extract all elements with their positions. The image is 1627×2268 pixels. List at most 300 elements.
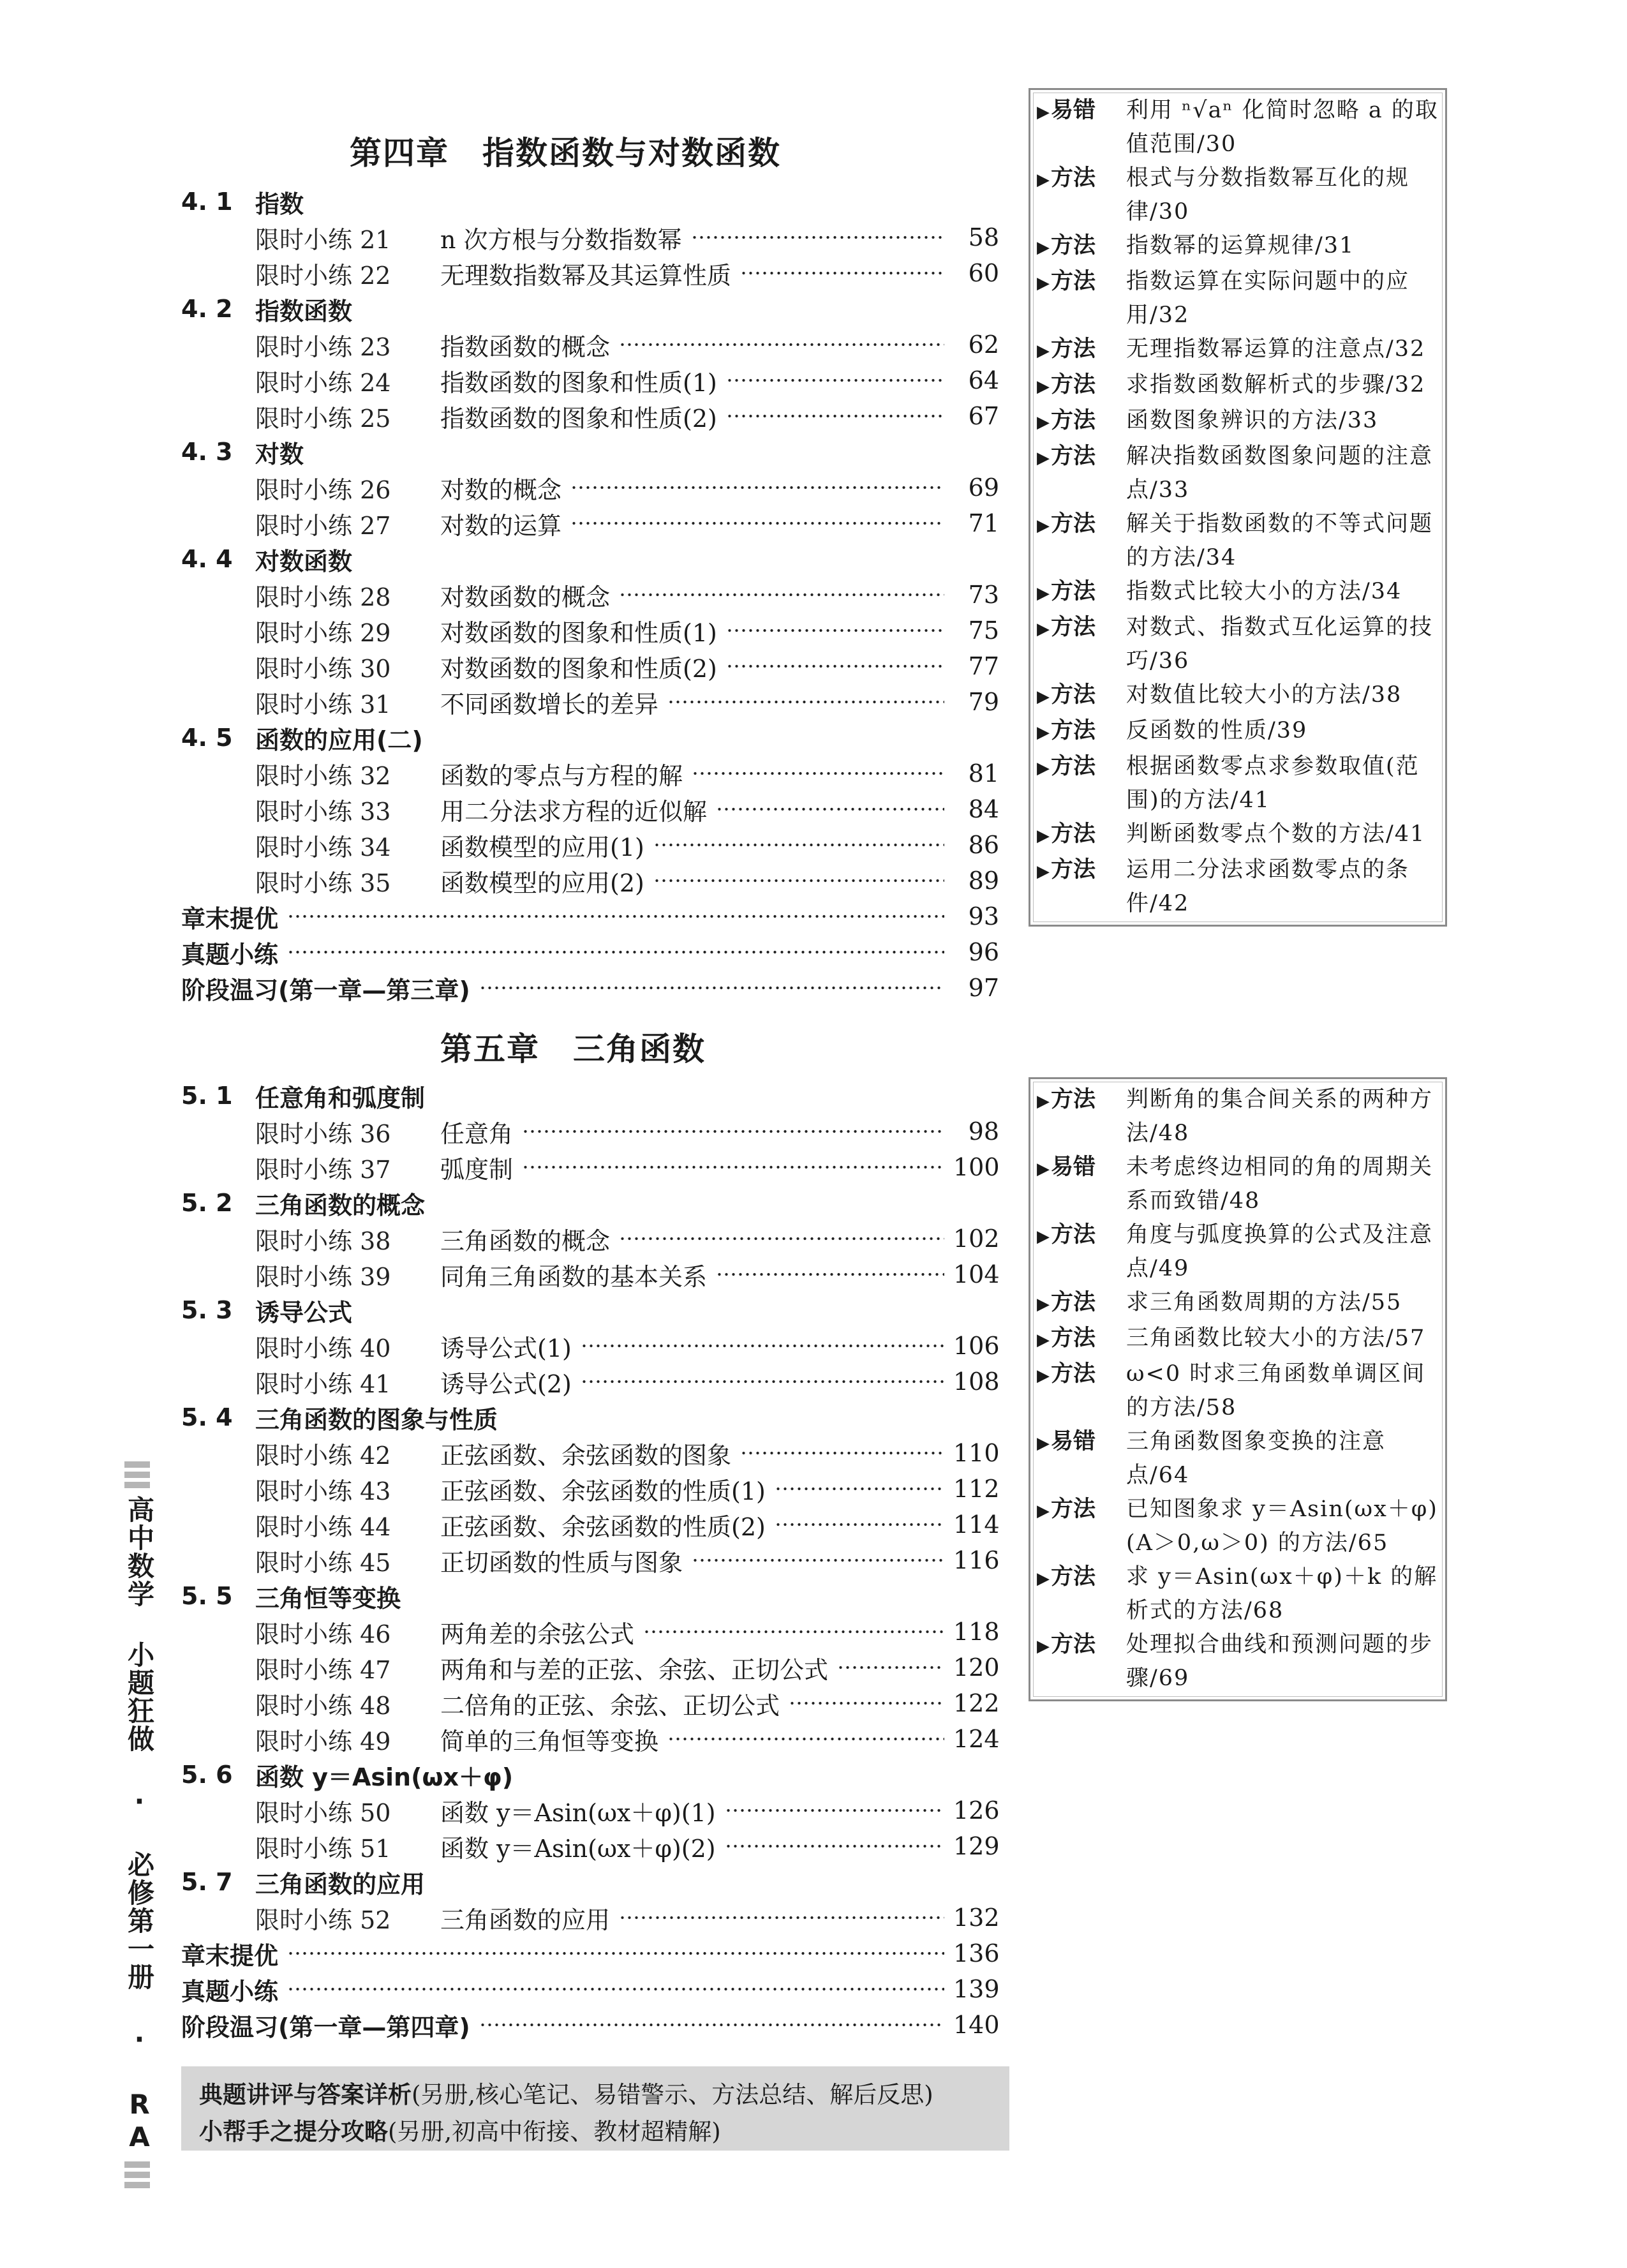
page-number: 102 (953, 1225, 1000, 1253)
tip-tag-label: 方法 (1051, 1290, 1096, 1315)
leader-dots (691, 235, 944, 239)
leader-dots (287, 1987, 944, 1991)
lesson-label: 限时小练 26 (255, 475, 391, 504)
leader-dots (619, 593, 944, 597)
page-number: 114 (953, 1511, 1000, 1539)
tip-item (1037, 853, 1439, 921)
tip-tag (1037, 575, 1126, 611)
section-number: 4. 3 (181, 438, 233, 466)
page-number: 118 (953, 1618, 1000, 1646)
supplement-2-note: (另册,初高中衔接、教材超精解) (388, 2118, 721, 2145)
leader-dots (789, 1701, 944, 1705)
lesson-title: 函数的零点与方程的解 (440, 761, 683, 790)
page-number: 77 (968, 652, 999, 680)
lesson-title: 二倍角的正弦、余弦、正切公式 (440, 1691, 780, 1720)
toc-top-row[interactable] (181, 1971, 999, 2007)
lesson-label: 限时小练 40 (255, 1334, 391, 1362)
tip-text: 未考虑终边相同的角的周期关系而致错/48 (1126, 1154, 1434, 1214)
page-number: 58 (968, 223, 999, 251)
chapter5-title: 第五章 三角函数 (440, 1031, 706, 1068)
tip-text: 解关于指数函数的不等式问题的方法/34 (1126, 511, 1434, 571)
page-number: 86 (968, 831, 999, 859)
toc-top-row[interactable] (181, 934, 999, 970)
toc-top-row[interactable] (181, 1936, 999, 1971)
triangle-icon: ▶ (1037, 103, 1050, 122)
tip-text: 对数式、指数式互化运算的技巧/36 (1126, 615, 1434, 674)
tip-tag (1037, 1493, 1126, 1560)
tip-tag (1037, 678, 1126, 714)
tip-item (1037, 714, 1439, 750)
triangle-icon: ▶ (1037, 1092, 1050, 1111)
leader-dots (692, 772, 944, 775)
leader-dots (716, 807, 944, 811)
toc-top-row[interactable] (181, 899, 999, 934)
triangle-icon: ▶ (1037, 1569, 1050, 1588)
section-title: 三角函数的图象与性质 (255, 1405, 498, 1434)
top-entry-title: 阶段温习(第一章—第三章) (181, 976, 470, 1004)
tip-text: 三角函数比较大小的方法/57 (1126, 1325, 1426, 1351)
toc-lesson-row[interactable] (181, 1364, 999, 1399)
lesson-title: 对数函数的图象和性质(1) (440, 618, 717, 647)
page-number: 97 (968, 974, 999, 1002)
lesson-label: 限时小练 21 (255, 225, 391, 254)
tip-item (1037, 611, 1439, 678)
tip-text: ω<0 时求三角函数单调区间的方法/58 (1126, 1361, 1426, 1421)
section-title: 诱导公式 (255, 1298, 353, 1327)
triangle-icon: ▶ (1037, 170, 1050, 190)
toc-lesson-row[interactable] (181, 1257, 999, 1292)
tip-item (1037, 1286, 1439, 1322)
triangle-icon: ▶ (1037, 1502, 1050, 1521)
page-number: 106 (953, 1332, 1000, 1360)
lesson-label: 限时小练 22 (255, 261, 391, 290)
tip-tag-label: 方法 (1051, 682, 1096, 708)
tip-item (1037, 440, 1439, 507)
tip-text: 根式与分数指数幂互化的规律/30 (1126, 165, 1410, 225)
tip-tag (1037, 853, 1126, 921)
leader-dots (775, 1487, 944, 1491)
tip-tag (1037, 750, 1126, 817)
lesson-title: 指数函数的图象和性质(2) (440, 404, 717, 433)
leader-dots (570, 521, 944, 525)
tip-tag (1037, 714, 1126, 750)
toc-section-row (181, 1399, 999, 1435)
leader-dots (287, 914, 944, 918)
leader-dots (726, 414, 944, 418)
tip-tag (1037, 265, 1126, 332)
lesson-title: 两角和与差的正弦、余弦、正切公式 (440, 1655, 829, 1684)
page-number: 129 (953, 1832, 1000, 1860)
leader-dots (725, 1809, 944, 1812)
toc-top-row[interactable] (181, 970, 999, 1006)
toc-lesson-row[interactable] (181, 863, 999, 899)
leader-dots (287, 1951, 944, 1955)
page-number: 104 (953, 1260, 1000, 1288)
page-number: 110 (953, 1439, 1000, 1467)
page-number: 73 (968, 581, 999, 609)
lesson-title: 任意角 (440, 1119, 514, 1148)
lesson-title: 函数 y＝Asin(ωx＋φ)(2) (440, 1834, 716, 1863)
toc-lesson-row[interactable] (181, 648, 999, 684)
lesson-title: 诱导公式(1) (440, 1334, 572, 1362)
lesson-title: 不同函数增长的差异 (440, 690, 659, 719)
spine-bars-bottom (120, 2161, 154, 2188)
tip-tag-label: 方法 (1051, 821, 1096, 847)
lesson-label: 限时小练 37 (255, 1155, 391, 1184)
lesson-label: 限时小练 48 (255, 1691, 391, 1720)
toc-section-row (181, 1185, 999, 1221)
toc-lesson-row[interactable] (181, 220, 999, 255)
toc-lesson-row[interactable] (181, 756, 999, 791)
tip-tag-label: 方法 (1051, 336, 1096, 362)
toc-lesson-row[interactable] (181, 1221, 999, 1257)
toc-lesson-row[interactable] (181, 1507, 999, 1542)
lesson-label: 限时小练 43 (255, 1477, 391, 1505)
toc-lesson-row[interactable] (181, 1542, 999, 1578)
toc-lesson-row[interactable] (181, 362, 999, 398)
tip-tag-label: 方法 (1051, 1361, 1096, 1387)
toc-lesson-row[interactable] (181, 1149, 999, 1185)
tip-item (1037, 678, 1439, 714)
tip-tag (1037, 1628, 1126, 1696)
tip-text: 无理指数幂运算的注意点/32 (1126, 336, 1426, 362)
tip-tag (1037, 1425, 1126, 1493)
lesson-title: 对数函数的图象和性质(2) (440, 654, 717, 683)
tip-item (1037, 575, 1439, 611)
toc-section-row (181, 1578, 999, 1614)
page-number: 62 (968, 331, 999, 359)
lesson-label: 限时小练 32 (255, 761, 391, 790)
lesson-title: 正切函数的性质与图象 (440, 1548, 683, 1577)
lesson-title: 正弦函数、余弦函数的性质(2) (440, 1512, 766, 1541)
tip-item (1037, 817, 1439, 853)
tip-tag-label: 方法 (1051, 579, 1096, 604)
tip-tag (1037, 404, 1126, 440)
leader-dots (726, 664, 944, 668)
toc-lesson-row[interactable] (181, 1114, 999, 1149)
triangle-icon: ▶ (1037, 377, 1050, 396)
lesson-title: 诱导公式(2) (440, 1369, 572, 1398)
triangle-icon: ▶ (1037, 723, 1050, 742)
tip-tag (1037, 1357, 1126, 1425)
leader-dots (775, 1523, 944, 1526)
tip-tag-label: 易错 (1051, 1429, 1096, 1454)
page-number: 140 (953, 2011, 1000, 2039)
page-number: 67 (968, 402, 999, 430)
tip-tag (1037, 507, 1126, 575)
lesson-label: 限时小练 46 (255, 1620, 391, 1648)
triangle-icon: ▶ (1037, 1366, 1050, 1385)
toc-lesson-row[interactable] (181, 1828, 999, 1864)
supplement-box (181, 2066, 1009, 2151)
chapter4-title: 第四章 指数函数与对数函数 (350, 135, 781, 172)
tip-item (1037, 1151, 1439, 1218)
toc-section-row (181, 541, 999, 577)
tip-item (1037, 1083, 1439, 1151)
lesson-label: 限时小练 41 (255, 1369, 391, 1398)
lesson-label: 限时小练 25 (255, 404, 391, 433)
tip-tag (1037, 440, 1126, 507)
toc-lesson-row[interactable] (181, 1650, 999, 1685)
toc-lesson-row[interactable] (181, 577, 999, 613)
triangle-icon: ▶ (1037, 1637, 1050, 1656)
lesson-title: n 次方根与分数指数幂 (440, 225, 682, 254)
section-title: 函数 y＝Asin(ωx＋φ) (255, 1763, 514, 1791)
page-number: 96 (968, 938, 999, 966)
tip-text: 利用 ⁿ√aⁿ 化简时忽略 a 的取值范围/30 (1126, 98, 1439, 157)
section-number: 4. 4 (181, 545, 233, 573)
toc-section-row (181, 291, 999, 327)
toc-section-row (181, 1078, 999, 1114)
tip-tag-label: 易错 (1051, 1154, 1096, 1180)
supplement-line-1 (199, 2075, 933, 2110)
leader-dots (653, 879, 944, 883)
leader-dots (479, 986, 944, 990)
page-number: 69 (968, 474, 999, 502)
triangle-icon: ▶ (1037, 1160, 1050, 1179)
page-number: 116 (953, 1546, 1000, 1574)
triangle-icon: ▶ (1037, 584, 1050, 603)
tip-tag-label: 方法 (1051, 444, 1096, 469)
lesson-title: 函数模型的应用(2) (440, 869, 644, 897)
tip-item (1037, 507, 1439, 575)
lesson-label: 限时小练 38 (255, 1227, 391, 1255)
toc-section-row (181, 184, 999, 220)
toc-lesson-row[interactable] (181, 470, 999, 505)
lesson-title: 正弦函数、余弦函数的性质(1) (440, 1477, 766, 1505)
lesson-label: 限时小练 39 (255, 1262, 391, 1291)
toc-lesson-row[interactable] (181, 684, 999, 720)
tip-text: 对数值比较大小的方法/38 (1126, 682, 1402, 708)
leader-dots (619, 343, 944, 347)
tip-tag (1037, 611, 1126, 678)
lesson-label: 限时小练 28 (255, 583, 391, 611)
book-spine (120, 1461, 154, 2188)
tips-box-chapter4 (1029, 88, 1447, 927)
tip-item (1037, 161, 1439, 229)
section-title: 指数函数 (255, 297, 353, 325)
tip-text: 求 y＝Asin(ωx＋φ)＋k 的解析式的方法/68 (1126, 1564, 1438, 1623)
section-number: 5. 1 (181, 1082, 233, 1110)
page-number: 139 (953, 1975, 1000, 2003)
toc-lesson-row[interactable] (181, 1328, 999, 1364)
toc-lesson-row[interactable] (181, 1793, 999, 1828)
lesson-title: 函数 y＝Asin(ωx＋φ)(1) (440, 1798, 716, 1827)
top-entry-title: 真题小练 (181, 1977, 279, 2006)
page-number: 136 (953, 1939, 1000, 1967)
section-number: 5. 2 (181, 1189, 233, 1217)
tip-tag (1037, 1083, 1126, 1151)
leader-dots (643, 1630, 944, 1634)
triangle-icon: ▶ (1037, 1295, 1050, 1314)
tip-text: 指数幂的运算规律/31 (1126, 233, 1355, 258)
lesson-title: 正弦函数、余弦函数的图象 (440, 1441, 732, 1470)
toc-lesson-row[interactable] (181, 255, 999, 291)
lesson-label: 限时小练 24 (255, 368, 391, 397)
tip-tag-label: 方法 (1051, 1496, 1096, 1522)
section-title: 对数函数 (255, 547, 353, 576)
tip-tag-label: 方法 (1051, 1325, 1096, 1351)
toc-lesson-row[interactable] (181, 827, 999, 863)
tip-text: 三角函数图象变换的注意点/64 (1126, 1429, 1386, 1488)
section-title: 任意角和弧度制 (255, 1084, 426, 1112)
lesson-label: 限时小练 52 (255, 1906, 391, 1934)
tip-tag-label: 方法 (1051, 718, 1096, 743)
triangle-icon: ▶ (1037, 1434, 1050, 1453)
tip-text: 运用二分法求函数零点的条件/42 (1126, 857, 1410, 916)
toc-lesson-row[interactable] (181, 1900, 999, 1936)
tip-text: 已知图象求 y＝Asin(ωx＋φ)(A＞0,ω＞0) 的方法/65 (1126, 1496, 1438, 1556)
page-number: 98 (968, 1117, 999, 1145)
triangle-icon: ▶ (1037, 1227, 1050, 1246)
page-number: 89 (968, 867, 999, 895)
tip-item (1037, 404, 1439, 440)
tip-tag-label: 方法 (1051, 165, 1096, 191)
lesson-label: 限时小练 50 (255, 1798, 391, 1827)
section-title: 三角函数的概念 (255, 1191, 426, 1220)
toc-lesson-row[interactable] (181, 791, 999, 827)
tip-tag (1037, 1286, 1126, 1322)
tip-item (1037, 1322, 1439, 1357)
tip-tag-label: 方法 (1051, 372, 1096, 398)
tip-tag (1037, 1560, 1126, 1628)
tip-text: 角度与弧度换算的公式及注意点/49 (1126, 1222, 1434, 1281)
toc-section-row (181, 1292, 999, 1328)
chapter4-toc (181, 184, 999, 1006)
tips-box-chapter5 (1029, 1077, 1447, 1701)
leader-dots (667, 1737, 944, 1741)
page-number: 93 (968, 902, 999, 930)
toc-lesson-row[interactable] (181, 1471, 999, 1507)
page-number: 124 (953, 1725, 1000, 1753)
tip-item (1037, 1560, 1439, 1628)
top-entry-title: 章末提优 (181, 904, 279, 933)
lesson-title: 对数的运算 (440, 511, 562, 540)
lesson-title: 对数的概念 (440, 475, 562, 504)
page-number: 132 (953, 1904, 1000, 1932)
lesson-label: 限时小练 33 (255, 797, 391, 826)
tip-tag (1037, 161, 1126, 229)
triangle-icon: ▶ (1037, 759, 1050, 778)
lesson-label: 限时小练 51 (255, 1834, 391, 1863)
toc-lesson-row[interactable] (181, 505, 999, 541)
lesson-title: 三角函数的概念 (440, 1227, 611, 1255)
section-title: 三角恒等变换 (255, 1584, 401, 1613)
tip-tag-label: 方法 (1051, 408, 1096, 433)
page-number: 100 (953, 1153, 1000, 1181)
section-title: 对数 (255, 440, 304, 468)
tip-text: 反函数的性质/39 (1126, 718, 1308, 743)
toc-section-row (181, 434, 999, 470)
page-number: 126 (953, 1796, 1000, 1824)
tip-item (1037, 229, 1439, 265)
section-title: 指数 (255, 190, 304, 218)
lesson-label: 限时小练 36 (255, 1119, 391, 1148)
tip-tag (1037, 332, 1126, 368)
lesson-title: 两角差的余弦公式 (440, 1620, 635, 1648)
triangle-icon: ▶ (1037, 687, 1050, 706)
leader-dots (716, 1272, 944, 1276)
toc-top-row[interactable] (181, 2007, 999, 2043)
lesson-title: 同角三角函数的基本关系 (440, 1262, 708, 1291)
leader-dots (726, 378, 944, 382)
chapter5-toc (181, 1078, 999, 2043)
tip-tag-label: 方法 (1051, 857, 1096, 883)
tip-text: 指数式比较大小的方法/34 (1126, 579, 1402, 604)
tip-item (1037, 368, 1439, 404)
toc-lesson-row[interactable] (181, 1614, 999, 1650)
tip-tag-label: 方法 (1051, 1632, 1096, 1657)
tip-tag (1037, 817, 1126, 853)
lesson-label: 限时小练 45 (255, 1548, 391, 1577)
leader-dots (479, 2023, 944, 2027)
toc-lesson-row[interactable] (181, 1435, 999, 1471)
tip-text: 指数运算在实际问题中的应用/32 (1126, 269, 1410, 328)
leader-dots (619, 1916, 944, 1920)
leader-dots (522, 1130, 944, 1133)
tip-tag-label: 方法 (1051, 511, 1096, 537)
supplement-1-note: (另册,核心笔记、易错警示、方法总结、解后反思) (412, 2081, 933, 2108)
triangle-icon: ▶ (1037, 274, 1050, 293)
lesson-label: 限时小练 49 (255, 1727, 391, 1756)
page-number: 120 (953, 1653, 1000, 1682)
tip-item (1037, 1218, 1439, 1286)
page-number: 75 (968, 616, 999, 645)
triangle-icon: ▶ (1037, 449, 1050, 468)
toc-lesson-row[interactable] (181, 1685, 999, 1721)
leader-dots (581, 1380, 944, 1384)
toc-section-row (181, 1864, 999, 1900)
tip-text: 解决指数函数图象问题的注意点/33 (1126, 444, 1434, 503)
triangle-icon: ▶ (1037, 413, 1050, 432)
tip-text: 判断角的集合间关系的两种方法/48 (1126, 1087, 1434, 1146)
section-number: 5. 3 (181, 1296, 233, 1324)
lesson-label: 限时小练 31 (255, 690, 391, 719)
tip-text: 函数图象辨识的方法/33 (1126, 408, 1379, 433)
page-number: 112 (953, 1475, 1000, 1503)
tip-item (1037, 1628, 1439, 1696)
lesson-label: 限时小练 35 (255, 869, 391, 897)
leader-dots (837, 1666, 944, 1669)
lesson-title: 函数模型的应用(1) (440, 833, 644, 862)
spine-title: 高中数学 小题狂做 · 必修第一册 · RA (124, 1496, 155, 2154)
supplement-1-title: 典题讲评与答案详析 (199, 2081, 412, 2108)
page-number: 81 (968, 759, 999, 787)
tip-tag-label: 方法 (1051, 1222, 1096, 1248)
lesson-label: 限时小练 30 (255, 654, 391, 683)
page-number: 108 (953, 1368, 1000, 1396)
toc-lesson-row[interactable] (181, 327, 999, 362)
lesson-label: 限时小练 23 (255, 332, 391, 361)
lesson-label: 限时小练 34 (255, 833, 391, 862)
tip-tag-label: 方法 (1051, 1564, 1096, 1590)
tip-tag-label: 方法 (1051, 269, 1096, 294)
toc-section-row (181, 1757, 999, 1793)
tip-item (1037, 94, 1439, 161)
toc-lesson-row[interactable] (181, 398, 999, 434)
toc-lesson-row[interactable] (181, 613, 999, 648)
tip-item (1037, 1493, 1439, 1560)
lesson-title: 简单的三角恒等变换 (440, 1727, 659, 1756)
lesson-title: 对数函数的概念 (440, 583, 611, 611)
lesson-label: 限时小练 27 (255, 511, 391, 540)
lesson-title: 无理数指数幂及其运算性质 (440, 261, 732, 290)
toc-lesson-row[interactable] (181, 1721, 999, 1757)
triangle-icon: ▶ (1037, 516, 1050, 535)
tip-tag (1037, 1218, 1126, 1286)
section-number: 5. 6 (181, 1761, 233, 1789)
tip-tag-label: 方法 (1051, 615, 1096, 640)
